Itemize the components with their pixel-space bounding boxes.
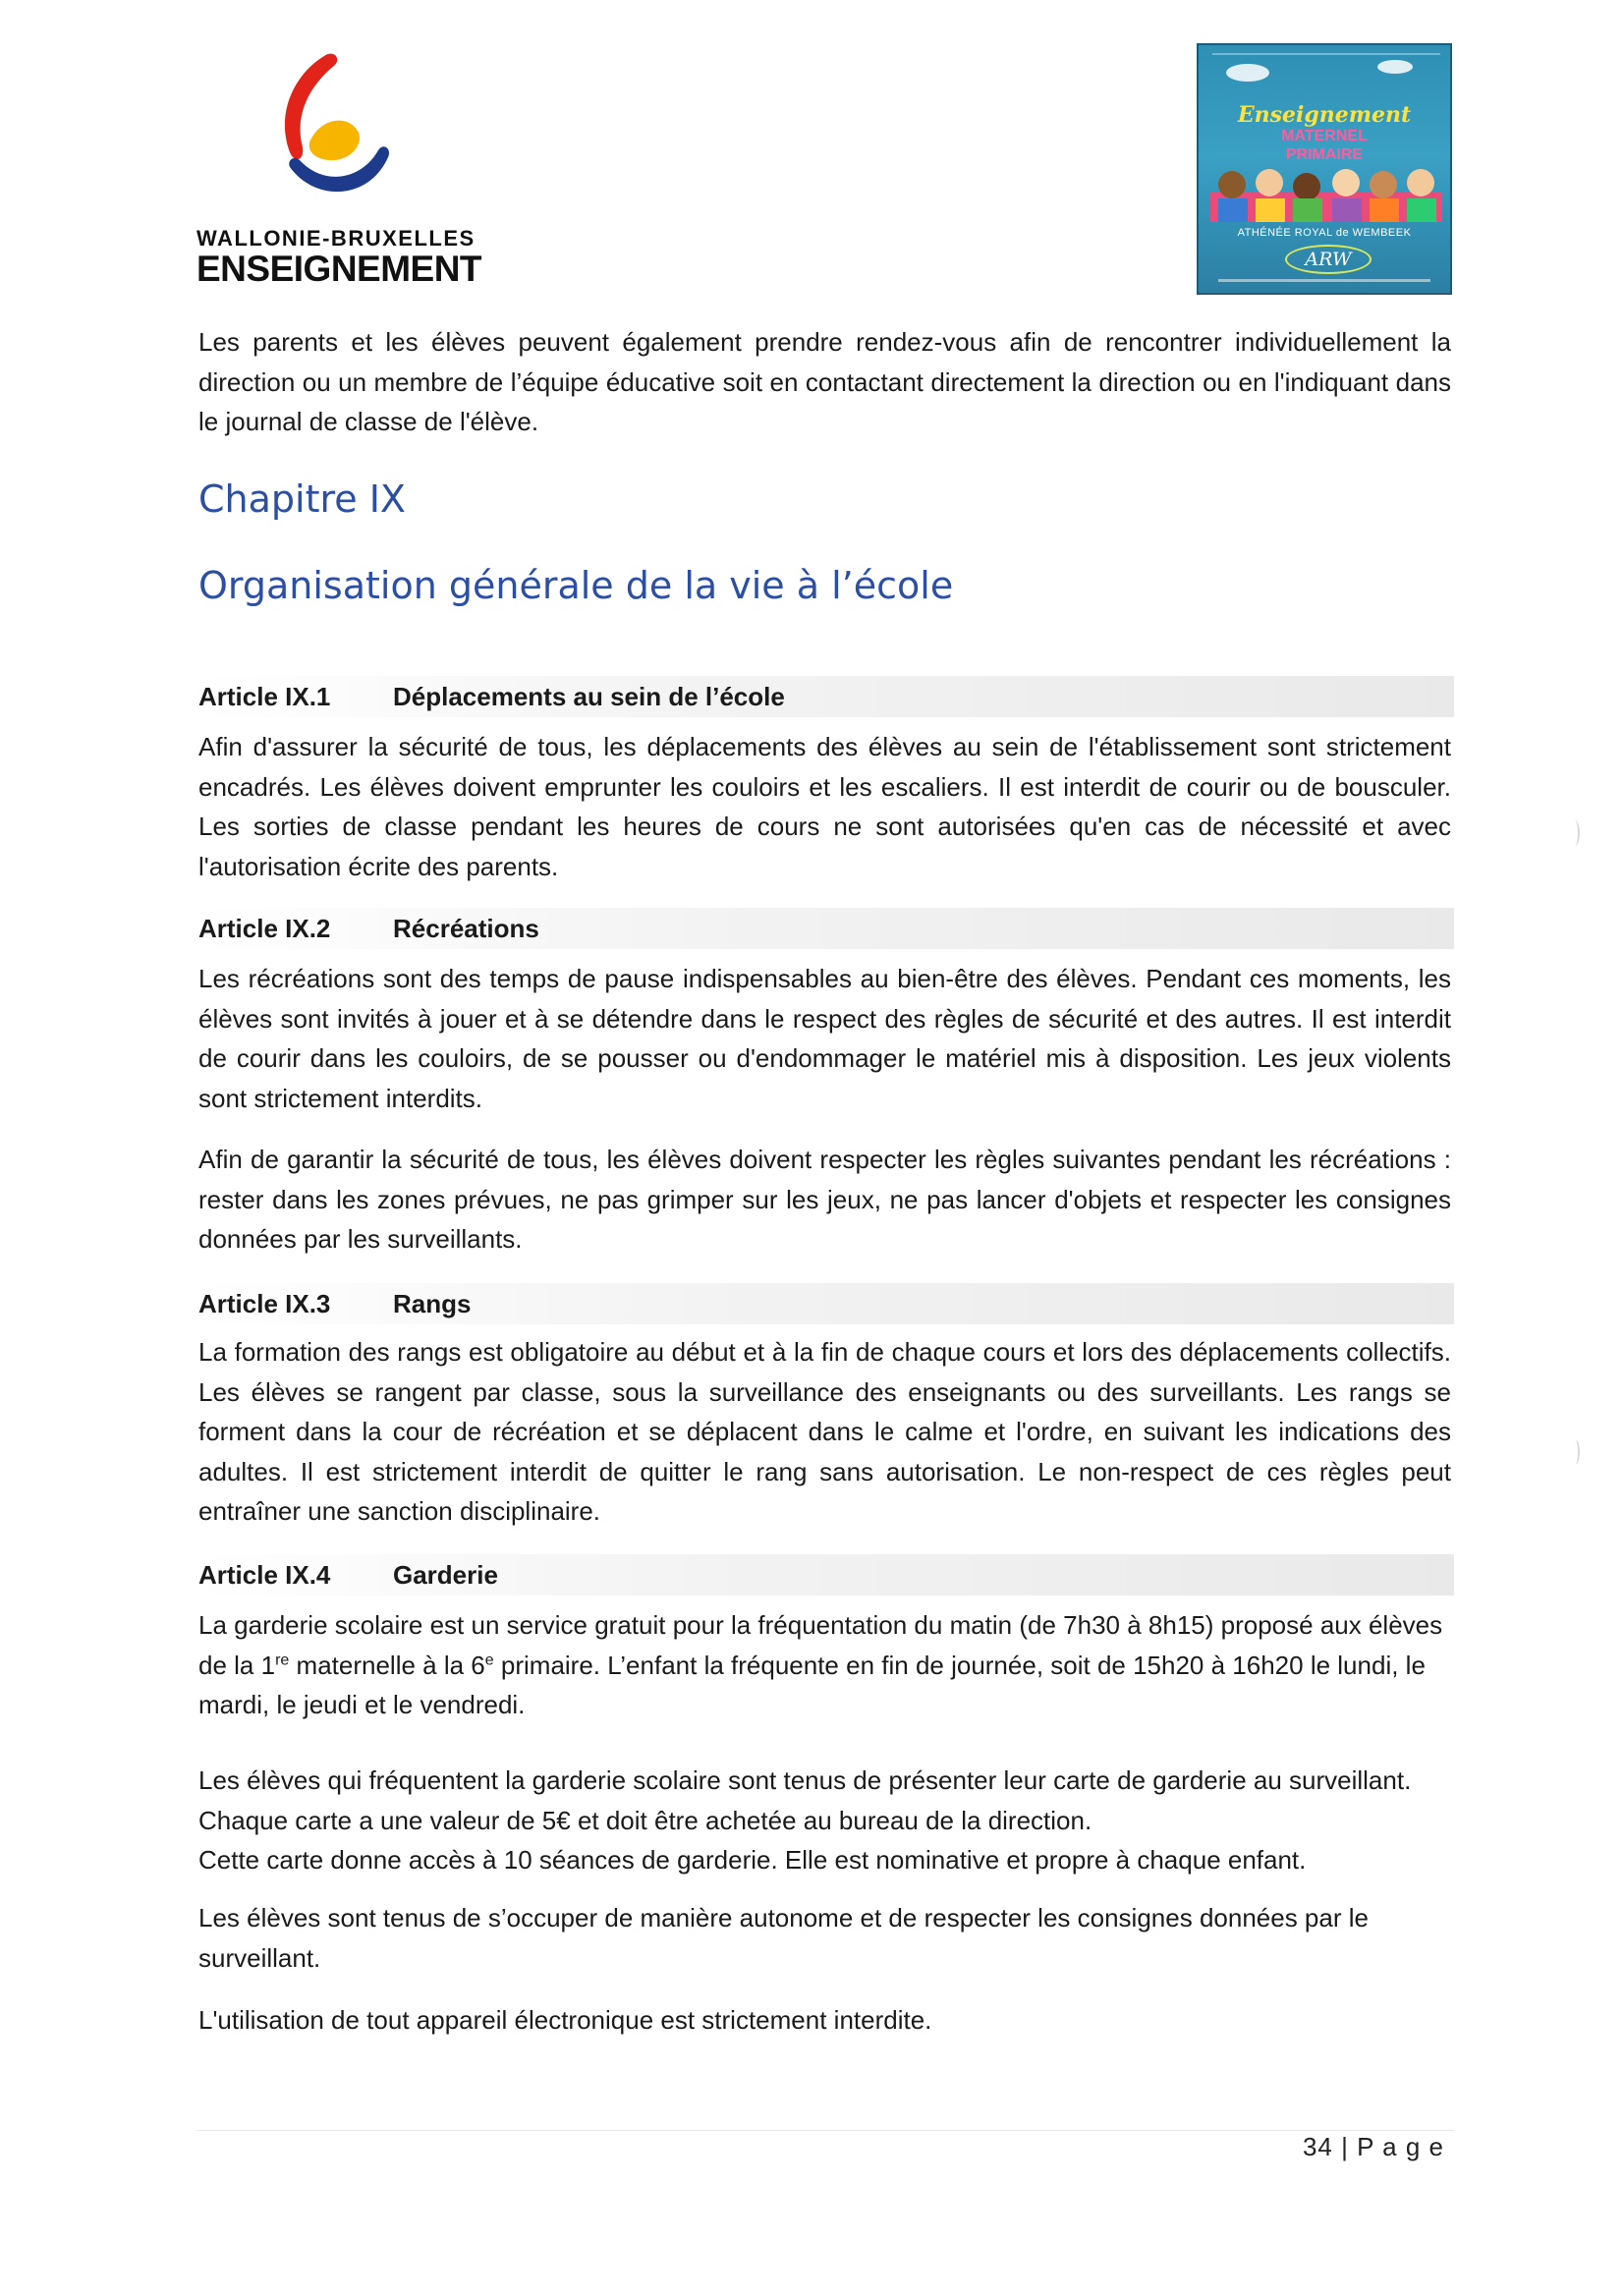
article-number: Article IX.4: [198, 1560, 331, 1590]
article-body: [198, 727, 1451, 886]
article-body: [198, 1332, 1451, 1532]
chapter-title: Organisation générale de la vie à l’école: [198, 564, 954, 607]
children-illustration-icon: [1210, 163, 1442, 222]
paragraph: Afin d'assurer la sécurité de tous, les déplacements des élèves au sein de l'établissement sont strictement encadrés. Les élèves doivent emprunter les couloirs et les escaliers. Il est interdit de courir ou de bousculer. Les sorties de classe pendant les heures de cours ne sont autorisées qu'en cas de nécessité et avec l'autorisation écrite des parents.: [198, 732, 1451, 881]
paragraph: Cette carte donne accès à 10 séances de garderie. Elle est nominative et propre à chaque enfant.: [198, 1845, 1307, 1875]
footer-divider: [196, 2130, 1454, 2131]
article-number: Article IX.1: [198, 682, 331, 711]
scan-mark: [1570, 820, 1580, 846]
article-body: [198, 2000, 1451, 2041]
article-title: Récréations: [393, 914, 539, 943]
article-body: [198, 959, 1451, 1118]
article-body: [198, 1898, 1451, 1978]
article-heading: [196, 1554, 1454, 1596]
paragraph: Les élèves sont tenus de s’occuper de manière autonome et de respecter les consignes données par le surveillant.: [198, 1903, 1369, 1973]
school-logo-divider: [1218, 279, 1430, 282]
paragraph: Les récréations sont des temps de pause indispensables au bien-être des élèves. Pendant ces moments, les élèves sont invités à jouer et à se détendre dans le respect des règles de sécurité et des autres. Il est interdit de courir dans les couloirs, de se pousser ou d'endommager le matériel mis à disposition. Les jeux violents sont strictement interdits.: [198, 964, 1451, 1113]
wbe-logo-mark: [265, 44, 403, 211]
chapter-number: Chapitre IX: [198, 477, 406, 521]
article-title: Garderie: [393, 1560, 498, 1590]
intro-paragraph: Les parents et les élèves peuvent également prendre rendez-vous afin de rencontrer individuellement la direction ou un membre de l’équipe éducative soit en contactant directement la direction ou en l'indiquant dans le journal de classe de l'élève.: [198, 327, 1451, 436]
article-number: Article IX.3: [198, 1289, 331, 1318]
article-number: Article IX.2: [198, 914, 331, 943]
school-logo-title-3: PRIMAIRE: [1285, 146, 1364, 163]
article-title: Rangs: [393, 1289, 472, 1318]
paragraph: La garderie scolaire est un service gratuit pour la fréquentation du matin (de 7h30 à 8h15) proposé aux élèves de la 1re maternelle à la 6e primaire. L’enfant la fréquente en fin de journée, soit de 15h20 à 16h20 le lundi, le mardi, le jeudi et le vendredi.: [198, 1610, 1443, 1719]
paragraph: La formation des rangs est obligatoire au début et à la fin de chaque cours et lors des déplacements collectifs. Les élèves se rangent par classe, sous la surveillance des enseignants ou des surveillants. Les rangs se forment dans la cour de récréation et se déplacent dans le calme et l'ordre, en suivant les indications des adultes. Il est strictement interdit de quitter le rang sans autorisation. Le non-respect de ces règles peut entraîner une sanction disciplinaire.: [198, 1337, 1451, 1526]
school-logo-title: Enseignement: [1237, 102, 1412, 128]
page-number: 34 | P a g e: [1302, 2132, 1444, 2161]
school-logo-badge: ARW: [1285, 245, 1372, 274]
article-heading: [196, 676, 1454, 717]
school-logo-subtitle: ATHÉNÉE ROYAL de WEMBEEK: [1237, 227, 1412, 239]
article-body: [198, 1761, 1451, 1880]
article-heading: [196, 908, 1454, 949]
paragraph: L'utilisation de tout appareil électronique est strictement interdite.: [198, 2005, 932, 2035]
paragraph: Les élèves qui fréquentent la garderie scolaire sont tenus de présenter leur carte de garderie au surveillant. Chaque carte a une valeur de 5€ et doit être achetée au bureau de la direction.: [198, 1765, 1412, 1835]
logo-text-line1: WALLONIE-BRUXELLES: [196, 226, 476, 251]
article-heading: [196, 1283, 1454, 1324]
article-body: [198, 1140, 1451, 1260]
paragraph: Afin de garantir la sécurité de tous, les élèves doivent respecter les règles suivantes pendant les récréations : rester dans les zones prévues, ne pas grimper sur les jeux, ne pas lancer d'objets et respecter les consignes données par les surveillants.: [198, 1145, 1451, 1254]
clouds-icon: [1199, 45, 1452, 100]
wbe-logo: [196, 44, 491, 300]
article-title: Déplacements au sein de l’école: [393, 682, 785, 711]
logo-text-line2: ENSEIGNEMENT: [196, 249, 482, 289]
school-logo-title-2: MATERNEL: [1281, 128, 1368, 144]
scan-mark: [1570, 1439, 1580, 1465]
article-body: [198, 1605, 1451, 1725]
school-logo: [1197, 43, 1452, 295]
